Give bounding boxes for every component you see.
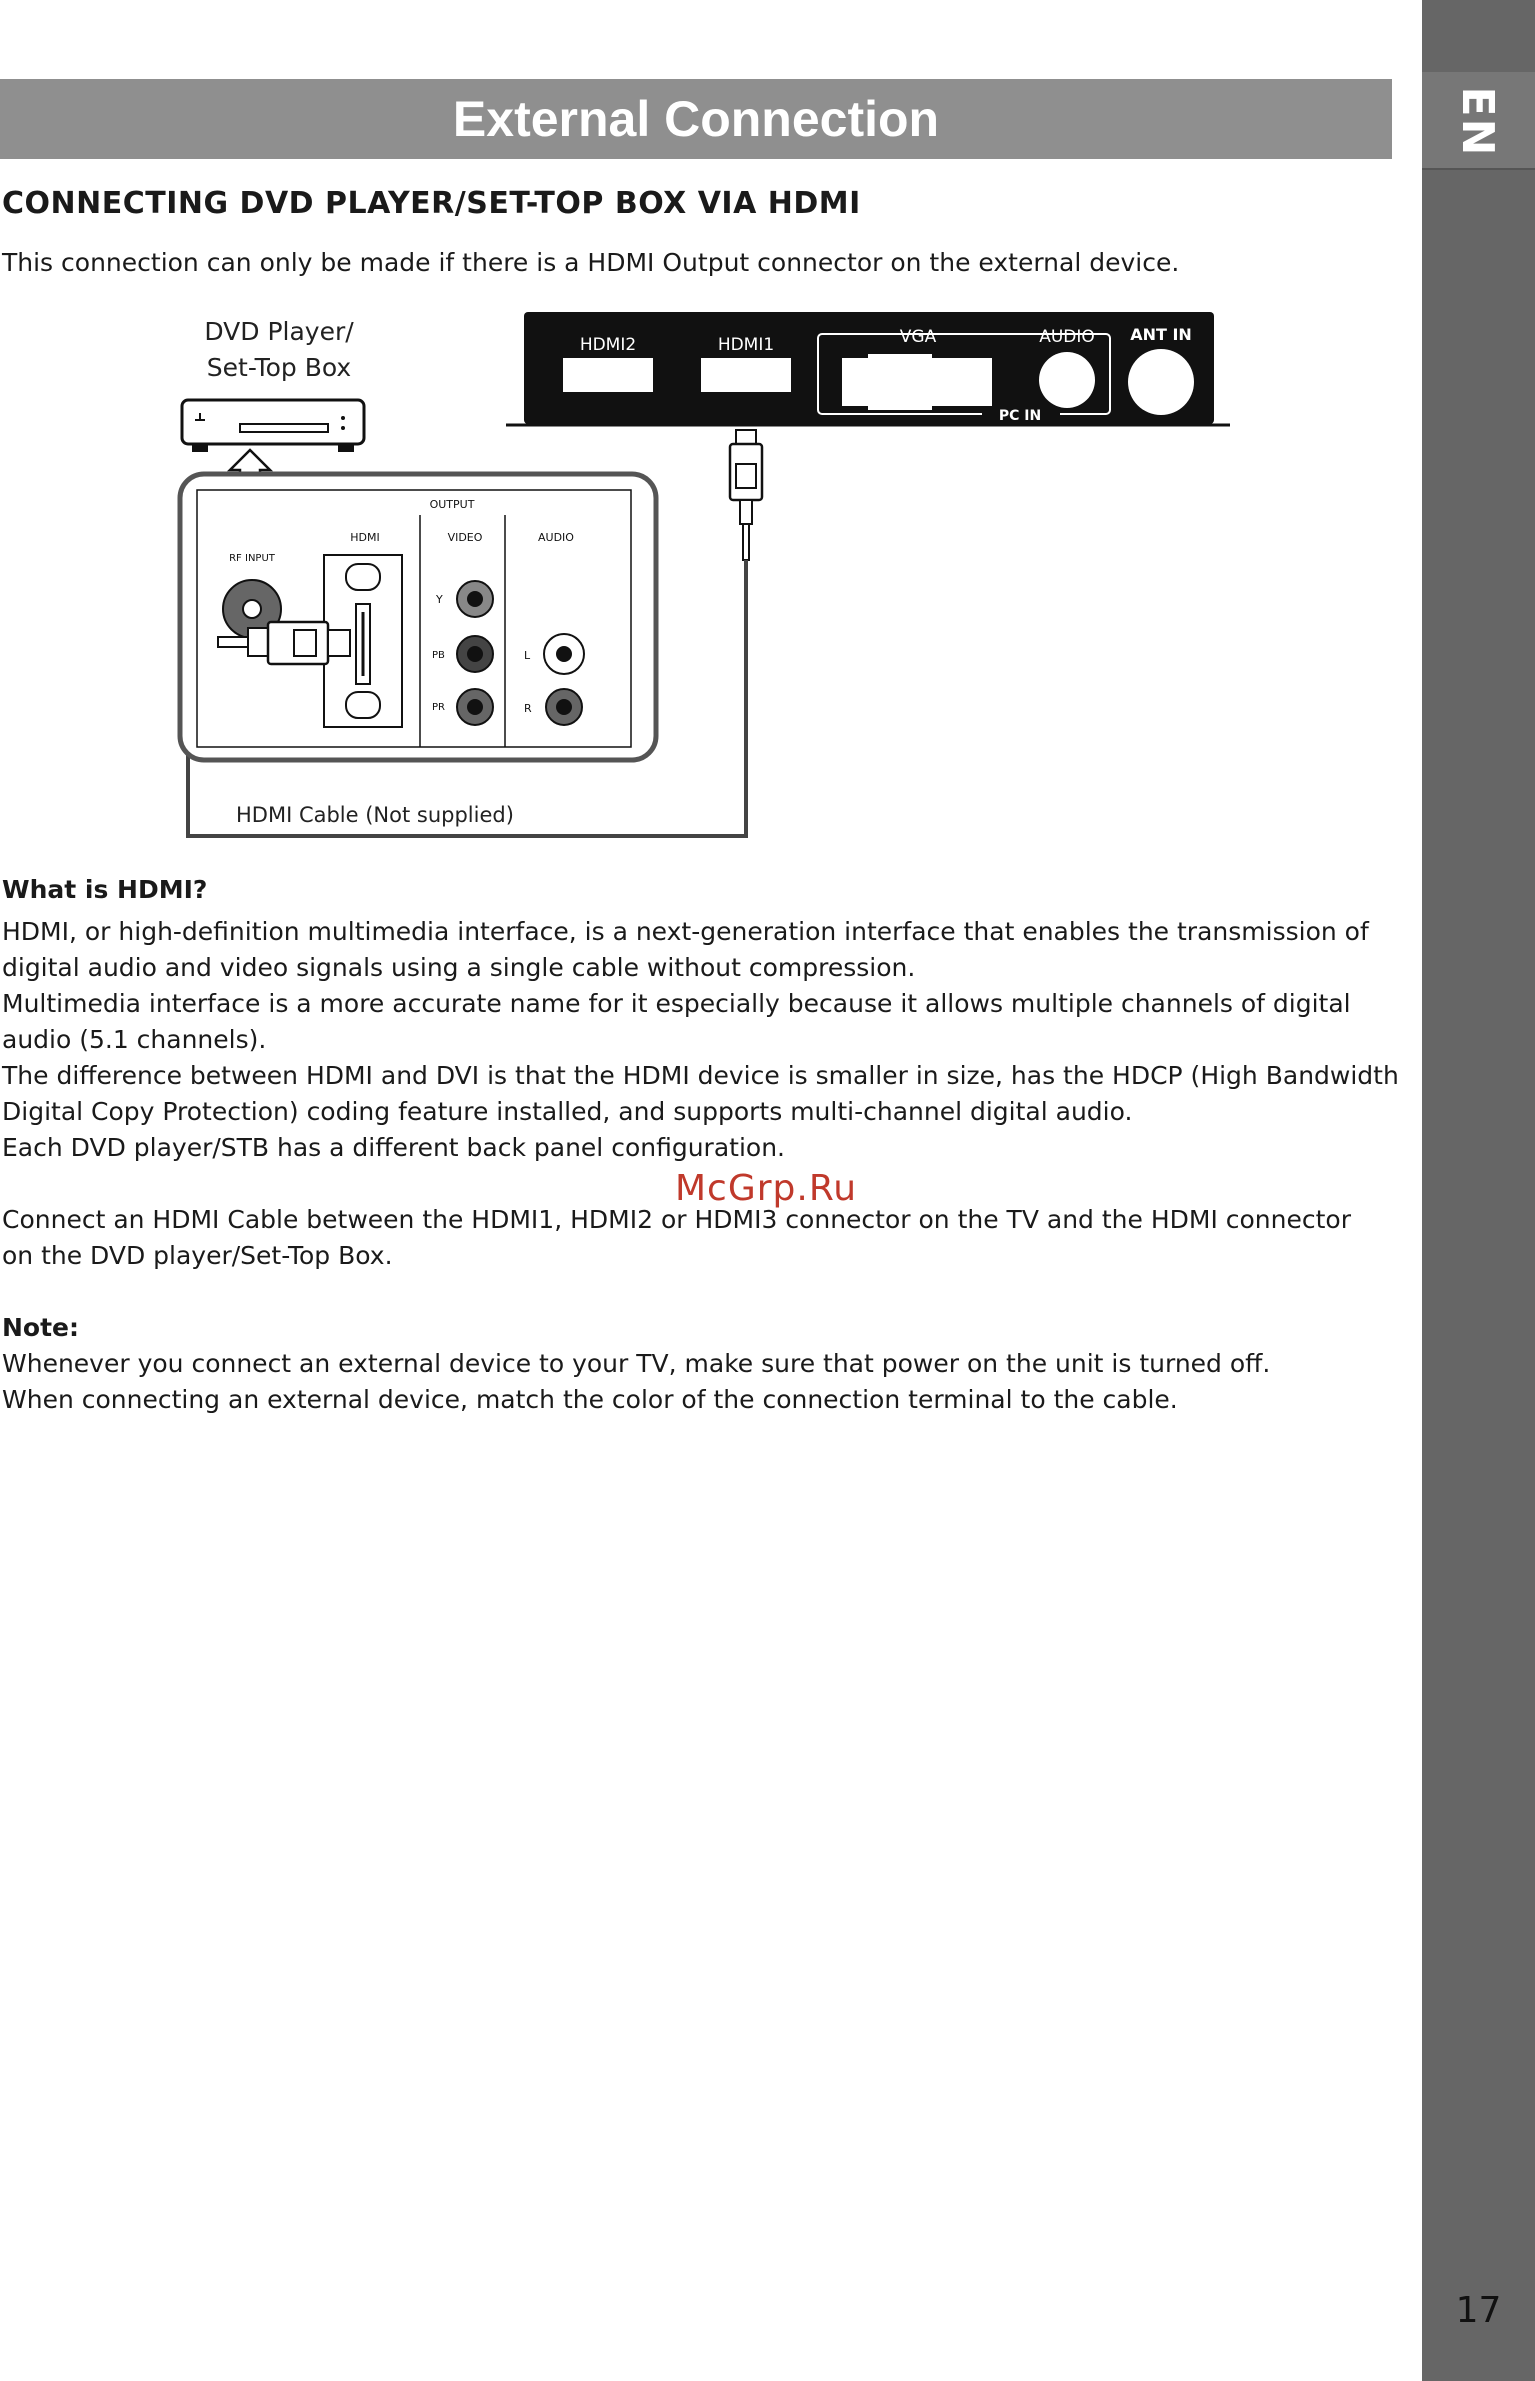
rf-input-label: RF INPUT: [229, 553, 275, 564]
hdmi-line-7: Each DVD player/STB has a different back panel configuration.: [2, 1133, 785, 1162]
hdmi2-port: [563, 358, 653, 392]
hdmi1-port: [701, 358, 791, 392]
connect-line-2: on the DVD player/Set-Top Box.: [2, 1241, 393, 1270]
r-label: R: [524, 702, 532, 715]
connection-diagram: [0, 0, 1535, 860]
vga-label: VGA: [899, 327, 937, 347]
ant-in-label: ANT IN: [1130, 325, 1192, 344]
device-label-line1: DVD Player/: [204, 317, 354, 346]
hdmi1-label: HDMI1: [717, 335, 775, 355]
ant-in-port: [1128, 349, 1194, 415]
device-rear-panel: [180, 474, 656, 760]
connect-line-1: Connect an HDMI Cable between the HDMI1, HDMI2 or HDMI3 connector on the TV and the HDMI connector: [2, 1205, 1351, 1234]
intro-text: This connection can only be made if there is a HDMI Output connector on the external device.: [2, 248, 1180, 277]
page-number: 17: [1455, 2290, 1502, 2331]
audio-label: AUDIO: [1039, 327, 1095, 347]
hdmi-line-4: audio (5.1 channels).: [2, 1025, 267, 1054]
hdmi-line-2: digital audio and video signals using a single cable without compression.: [2, 953, 916, 982]
tv-back-panel: [506, 312, 1230, 425]
cable-label: HDMI Cable (Not supplied): [236, 803, 514, 827]
device-audio-label: AUDIO: [538, 531, 574, 544]
note-heading: Note:: [2, 1313, 80, 1342]
watermark: McGrp.Ru: [675, 1168, 858, 1209]
video-label: VIDEO: [447, 531, 483, 544]
note-line-2: When connecting an external device, match the color of the connection terminal to the cable.: [2, 1385, 1178, 1414]
language-tab: EN: [1452, 86, 1504, 158]
hdmi-line-3: Multimedia interface is a more accurate name for it especially because it allows multiple channels of digital: [2, 989, 1351, 1018]
page-title: External Connection: [0, 79, 1392, 159]
audio-port: [1039, 352, 1095, 408]
what-is-hdmi-heading: What is HDMI?: [2, 875, 208, 904]
device-label-line2: Set-Top Box: [206, 353, 352, 382]
hdmi-line-6: Digital Copy Protection) coding feature installed, and supports multi-channel digital audio.: [2, 1097, 1133, 1126]
y-label: Y: [436, 593, 443, 606]
hdmi-plug-tv: [730, 430, 762, 560]
vga-port: [842, 354, 992, 410]
output-label: OUTPUT: [429, 498, 475, 511]
pr-label: PR: [432, 702, 445, 713]
hdmi-line-1: HDMI, or high-definition multimedia interface, is a next-generation interface that enables the transmission of: [2, 917, 1369, 946]
hdmi-line-5: The difference between HDMI and DVI is that the HDMI device is smaller in size, has the HDCP (High Bandwidth: [2, 1061, 1399, 1090]
section-heading: CONNECTING DVD PLAYER/SET-TOP BOX VIA HDMI: [2, 186, 861, 221]
note-line-1: Whenever you connect an external device to your TV, make sure that power on the unit is turned off.: [2, 1349, 1271, 1378]
pb-label: PB: [432, 650, 445, 661]
l-label: L: [524, 649, 531, 662]
dvd-player-icon: [182, 400, 364, 480]
pc-in-label: PC IN: [998, 408, 1042, 424]
device-hdmi-label: HDMI: [350, 531, 380, 544]
hdmi2-label: HDMI2: [579, 335, 637, 355]
